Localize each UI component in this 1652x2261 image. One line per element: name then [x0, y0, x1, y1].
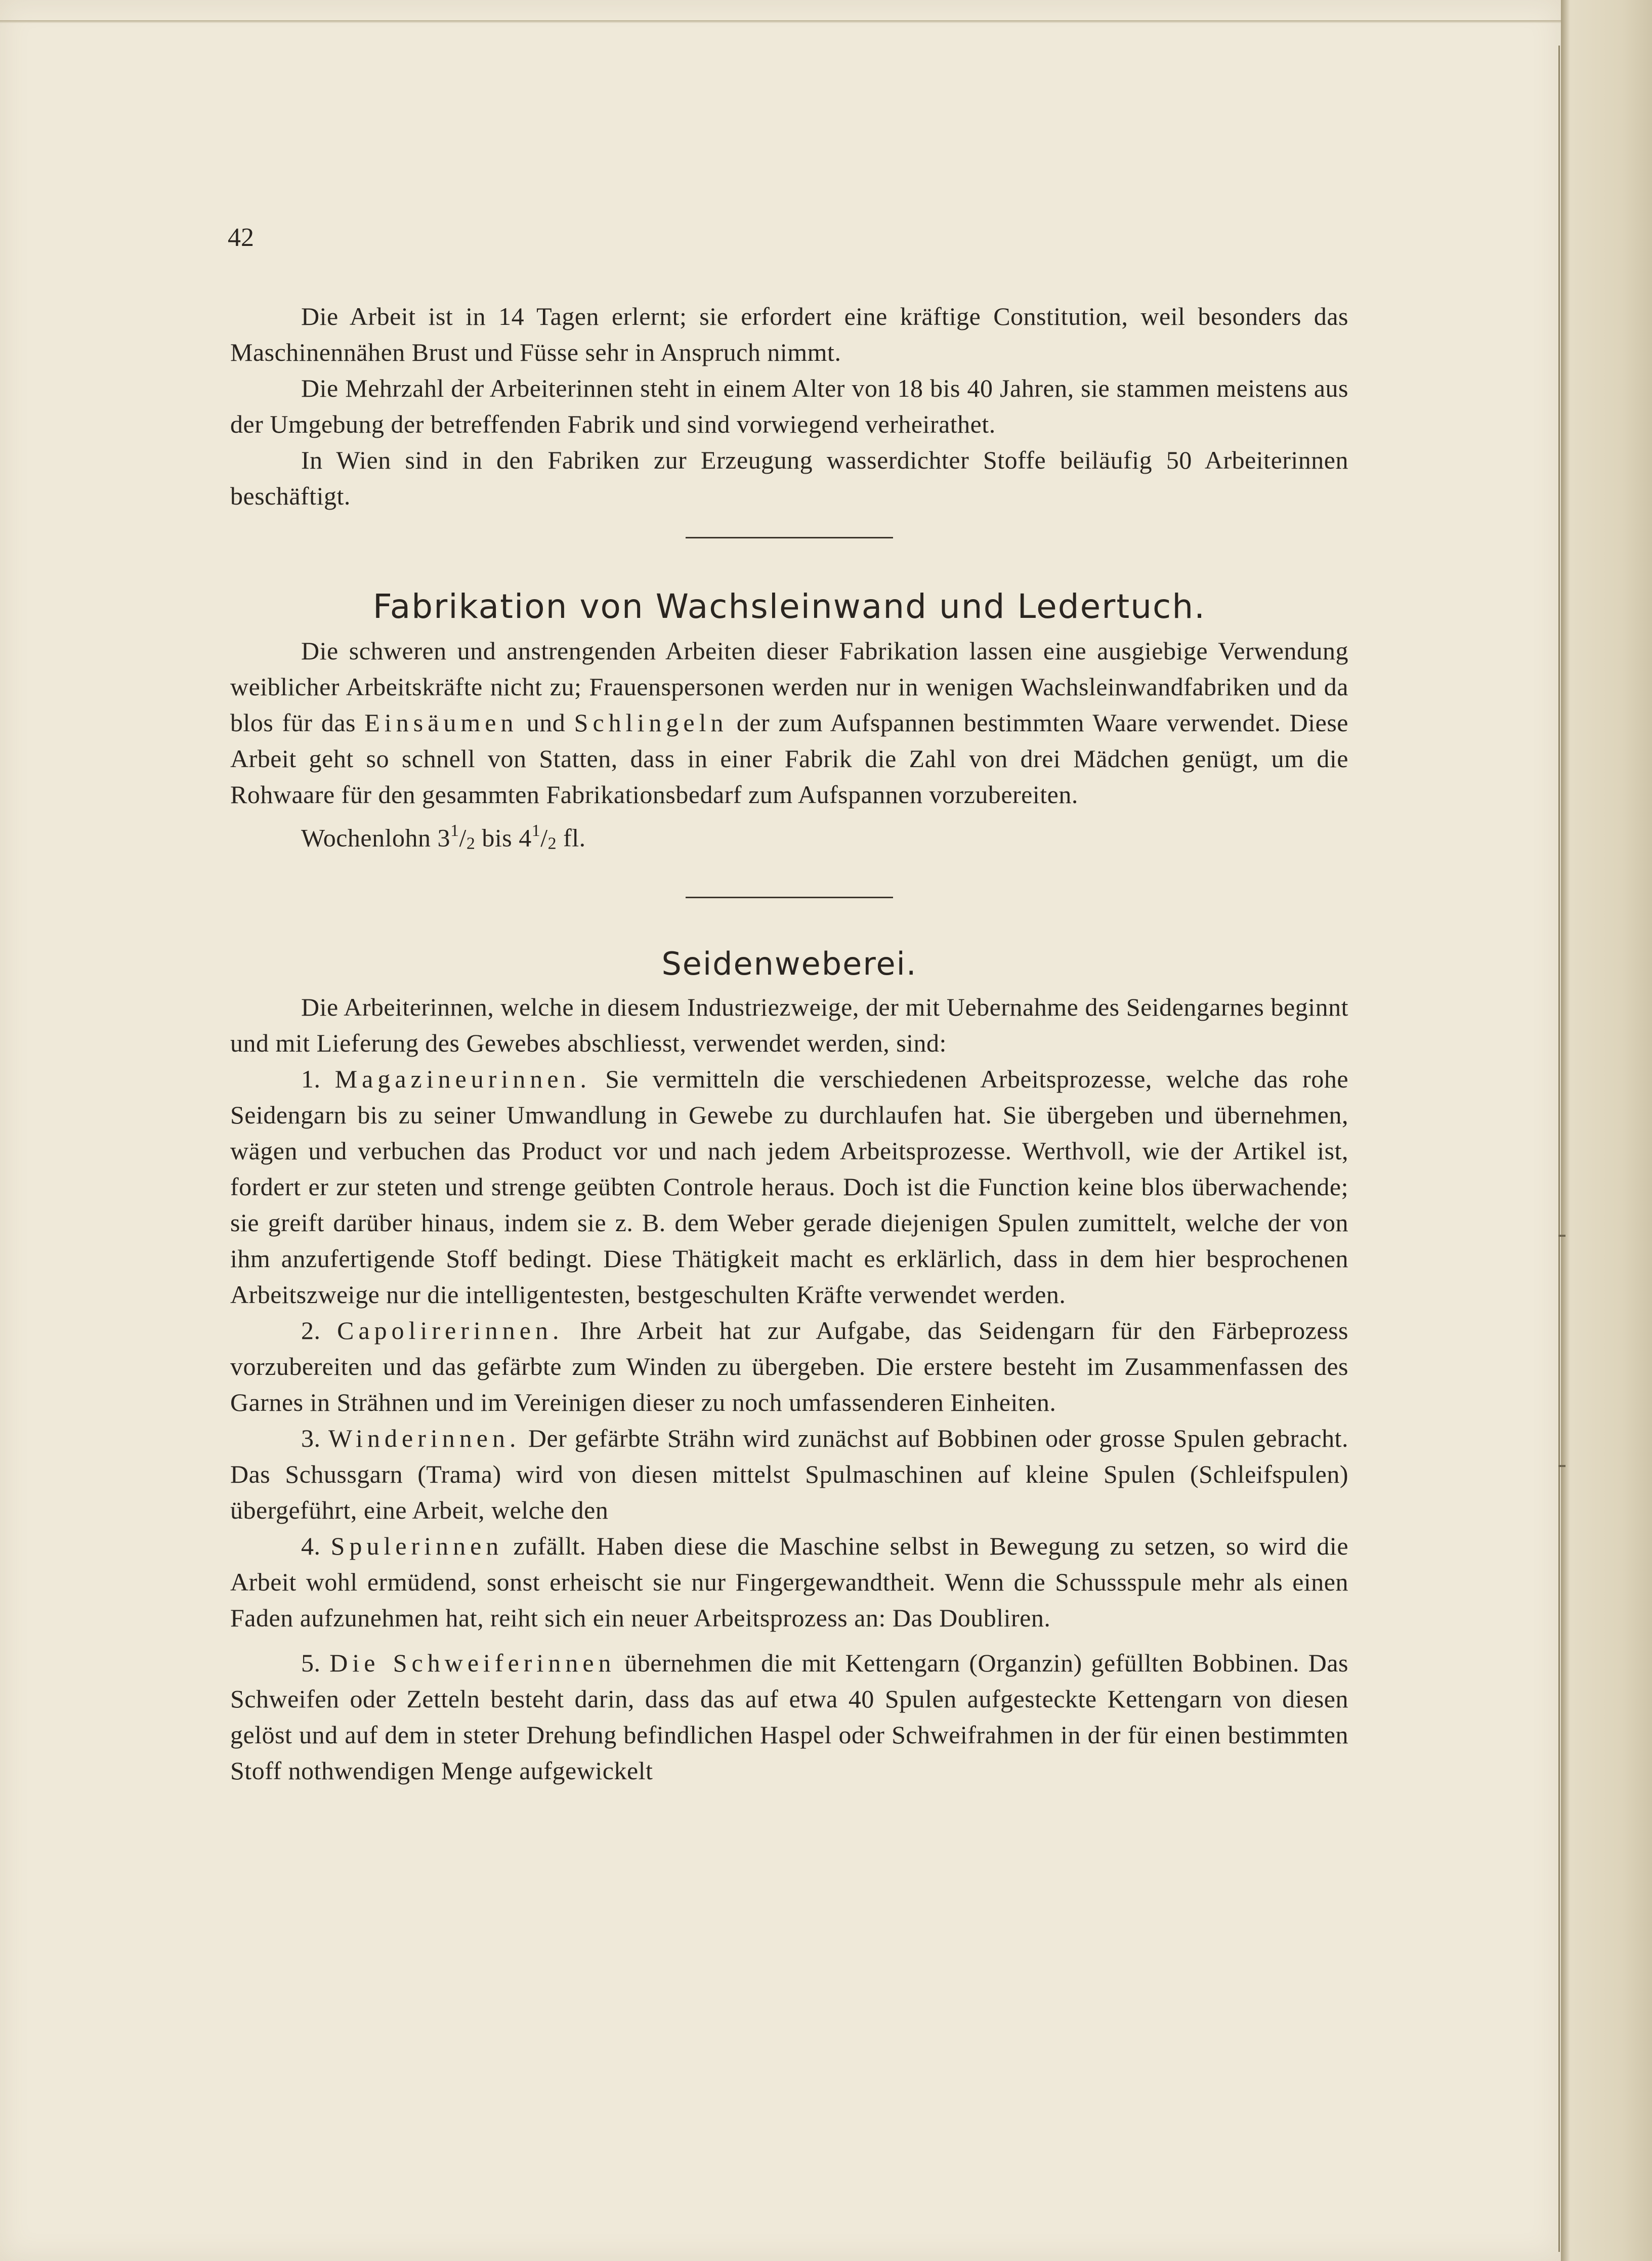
page-number: 42 [228, 223, 254, 252]
list-item: 5. Die Schweiferinnen übernehmen die mit Kettengarn (Organzin) gefüllten Bobbinen. Das Schweifen oder Zetteln besteht darin, dass das auf etwa 40 Spulen aufgesteckte Kettengarn von diesen gelöst und auf dem in steter Drehung befindlichen Haspel oder Schweifrahmen in der für einen bestimmten Stoff nothwendigen Menge aufgewickelt [230, 1649, 1348, 1785]
paragraph: Die Arbeiterinnen, welche in diesem Industriezweige, der mit Uebernahme des Seidengarnes beginnt und mit Lieferung des Gewebes abschliesst, verwendet werden, sind: [230, 993, 1348, 1058]
section-heading: Seidenweberei. [661, 945, 917, 983]
paragraph: Die Mehrzahl der Arbeiterinnen steht in einem Alter von 18 bis 40 Jahren, sie stammen meistens aus der Umgebung der betreffenden Fabrik und sind vorwiegend verheirathet. [230, 374, 1348, 438]
binding-mark [1558, 1235, 1565, 1237]
spaced-term: Einsäumen [364, 708, 518, 737]
list-item: 3. Winderinnen. Der gefärbte Strähn wird zunächst auf Bobbinen oder grosse Spulen gebracht. Das Schussgarn (Trama) wird von diesen mittelst Spulmaschinen auf kleine Spulen (Schleifspulen) übergeführt, eine Arbeit, welche den [230, 1424, 1348, 1525]
book-binding-edge [1561, 0, 1652, 2261]
paragraph: Die Arbeit ist in 14 Tagen erlernt; sie erfordert eine kräftige Constitution, weil besonders das Maschinennähen Brust und Füsse sehr in Anspruch nimmt. [230, 302, 1348, 366]
spaced-term: Winderinnen. [328, 1424, 521, 1453]
section-heading: Fabrikation von Wachsleinwand und Ledertuch. [372, 587, 1206, 626]
page-top-edge [0, 20, 1561, 23]
spaced-term: Magazineurinnen. [334, 1065, 591, 1094]
paragraph: In Wien sind in den Fabriken zur Erzeugung wasserdichter Stoffe beiläufig 50 Arbeiterinnen beschäftigt. [230, 446, 1348, 510]
spaced-term: Die Schweiferinnen [329, 1649, 616, 1678]
list-item: 1. Magazineurinnen. Sie vermitteln die verschiedenen Arbeitsprozesse, welche das rohe Seidengarn bis zu seiner Umwandlung in Gewebe zu durchlaufen hat. Sie übergeben und übernehmen, wägen und verbuchen das Product vor und nach jedem Arbeitsprozesse. Werthvoll, wie der Artikel ist, fordert er zur steten und strenge geübten Controle heraus. Doch ist die Function keine blos überwachende; sie greift darüber hinaus, indem sie z. B. dem Weber gerade diejenigen Spulen zumittelt, welche der von ihm anzufertigende Stoff bedingt. Diese Thätigkeit macht es erklärlich, dass in dem hier besprochenen Arbeitszweige nur die intelligentesten, bestgeschulten Kräfte verwendet werden. [230, 1065, 1349, 1309]
wage-line: Wochenlohn $3^1/2$ bis $4^1/2$ fl. [301, 821, 586, 853]
paragraph: Die schweren und anstrengenden Arbeiten dieser Fabrikation lassen eine ausgiebige Verwendung weiblicher Arbeitskräfte nicht zu; Frauenspersonen werden nur in wenigen Wachsleinwandfabriken und da blos für das Einsäumen und Schlingeln der zum Aufspannen bestimmten Waare verwendet. Diese Arbeit geht so schnell von Statten, dass in einer Fabrik die Zahl von drei Mädchen genügt, um die Rohwaare für den gesammten Fabrikationsbedarf zum Aufspannen vorzubereiten. [230, 637, 1348, 809]
binding-mark [1558, 1465, 1565, 1467]
list-item: 2. Capolirerinnen. Ihre Arbeit hat zur Aufgabe, das Seidengarn für den Färbeprozess vorzubereiten und das gefärbte zum Winden zu übergeben. Die erstere besteht im Zusammenfassen des Garnes in Strähnen und im Vereinigen dieser zu noch umfassenderen Einheiten. [230, 1316, 1348, 1417]
spaced-term: Capolirerinnen. [337, 1316, 564, 1345]
page-body [230, 223, 1348, 1789]
section-divider [686, 537, 893, 538]
binding-fold-line [1558, 46, 1560, 2252]
spaced-term: Spulerinnen [330, 1532, 503, 1561]
list-item: 4. Spulerinnen zufällt. Haben diese die Maschine selbst in Bewegung zu setzen, so wird die Arbeit wohl ermüdend, sonst erheischt sie nur Fingergewandtheit. Wenn die Schussspule mehr als einen Faden aufzunehmen hat, reiht sich ein neuer Arbeitsprozess an: Das Doubliren. [230, 1532, 1349, 1632]
spaced-term: Schlingeln [574, 708, 728, 737]
section-divider [686, 897, 893, 898]
